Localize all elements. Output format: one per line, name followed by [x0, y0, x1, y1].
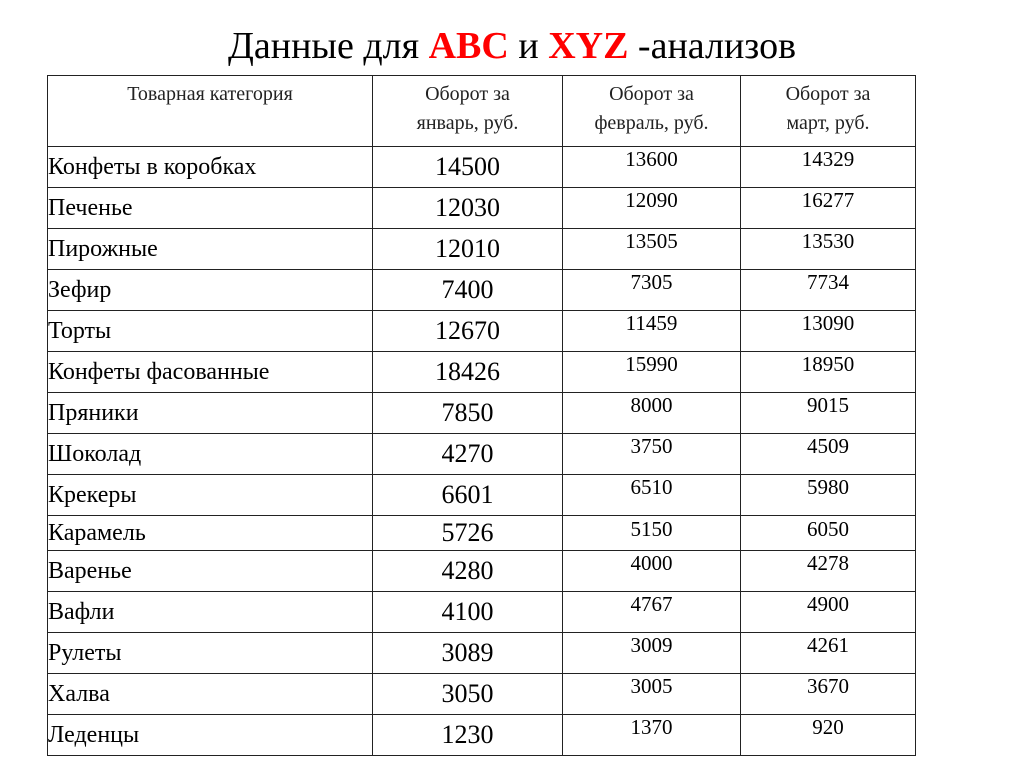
table-row: [48, 147, 916, 188]
header-january-line2: январь, руб.: [416, 112, 519, 134]
title-abc: ABC: [428, 25, 509, 67]
table-row: [48, 393, 916, 434]
table-row: [48, 434, 916, 475]
table-row: [48, 229, 916, 270]
header-january: [373, 76, 563, 147]
table-row: [48, 188, 916, 229]
cell-mar: 4261: [741, 633, 916, 674]
cell-jan: 18426: [373, 352, 563, 393]
cell-category: Леденцы: [48, 715, 373, 756]
table-row: [48, 551, 916, 592]
cell-feb: 15990: [563, 352, 741, 393]
cell-mar: 13090: [741, 311, 916, 352]
cell-category: Пряники: [48, 393, 373, 434]
cell-mar: 7734: [741, 270, 916, 311]
table-header-row: [48, 76, 916, 147]
cell-jan: 12010: [373, 229, 563, 270]
cell-jan: 3050: [373, 674, 563, 715]
cell-jan: 12670: [373, 311, 563, 352]
cell-jan: 4100: [373, 592, 563, 633]
cell-mar: 920: [741, 715, 916, 756]
header-january-line1: Оборот за: [425, 83, 510, 105]
header-march: [741, 76, 916, 147]
cell-category: Крекеры: [48, 475, 373, 516]
title-suffix: -анализов: [628, 25, 797, 67]
cell-jan: 3089: [373, 633, 563, 674]
cell-feb: 3009: [563, 633, 741, 674]
cell-jan: 1230: [373, 715, 563, 756]
cell-mar: 16277: [741, 188, 916, 229]
cell-mar: 18950: [741, 352, 916, 393]
cell-jan: 4270: [373, 434, 563, 475]
cell-feb: 13600: [563, 147, 741, 188]
cell-category: Конфеты фасованные: [48, 352, 373, 393]
cell-category: Зефир: [48, 270, 373, 311]
cell-feb: 13505: [563, 229, 741, 270]
cell-jan: 4280: [373, 551, 563, 592]
title-xyz: XYZ: [548, 25, 629, 67]
header-february: [563, 76, 741, 147]
table-row: [48, 715, 916, 756]
cell-feb: 1370: [563, 715, 741, 756]
sales-table: [47, 75, 916, 756]
cell-mar: 9015: [741, 393, 916, 434]
cell-feb: 7305: [563, 270, 741, 311]
cell-category: Вафли: [48, 592, 373, 633]
cell-jan: 7850: [373, 393, 563, 434]
table-row: [48, 633, 916, 674]
cell-mar: 4509: [741, 434, 916, 475]
cell-jan: 5726: [373, 516, 563, 551]
cell-category: Рулеты: [48, 633, 373, 674]
header-february-line2: февраль, руб.: [594, 112, 709, 134]
cell-jan: 14500: [373, 147, 563, 188]
title-prefix: Данные для: [227, 25, 429, 67]
table-row: [48, 674, 916, 715]
cell-mar: 4900: [741, 592, 916, 633]
header-march-line1: Оборот за: [785, 83, 871, 105]
table-row: [48, 311, 916, 352]
cell-mar: 3670: [741, 674, 916, 715]
cell-feb: 3005: [563, 674, 741, 715]
cell-mar: 5980: [741, 475, 916, 516]
header-february-line1: Оборот за: [609, 83, 694, 105]
header-march-line2: март, руб.: [786, 112, 870, 134]
cell-category: Конфеты в коробках: [48, 147, 373, 188]
cell-category: Шоколад: [48, 434, 373, 475]
header-category-label: Товарная категория: [127, 83, 293, 105]
cell-category: Халва: [48, 674, 373, 715]
table-row: [48, 592, 916, 633]
page-title: [0, 18, 1024, 74]
header-category: [48, 76, 373, 147]
cell-category: Карамель: [48, 516, 373, 551]
cell-feb: 4767: [563, 592, 741, 633]
cell-category: Пирожные: [48, 229, 373, 270]
cell-feb: 11459: [563, 311, 741, 352]
cell-feb: 4000: [563, 551, 741, 592]
cell-feb: 6510: [563, 475, 741, 516]
cell-feb: 3750: [563, 434, 741, 475]
cell-mar: 6050: [741, 516, 916, 551]
table-row: [48, 475, 916, 516]
cell-category: Торты: [48, 311, 373, 352]
title-middle: и: [508, 25, 549, 67]
cell-mar: 13530: [741, 229, 916, 270]
table-row: [48, 516, 916, 551]
cell-mar: 4278: [741, 551, 916, 592]
cell-category: Варенье: [48, 551, 373, 592]
table-body: [48, 147, 916, 756]
cell-jan: 12030: [373, 188, 563, 229]
cell-jan: 7400: [373, 270, 563, 311]
table-row: [48, 352, 916, 393]
cell-category: Печенье: [48, 188, 373, 229]
cell-jan: 6601: [373, 475, 563, 516]
cell-mar: 14329: [741, 147, 916, 188]
cell-feb: 8000: [563, 393, 741, 434]
cell-feb: 5150: [563, 516, 741, 551]
table-row: [48, 270, 916, 311]
cell-feb: 12090: [563, 188, 741, 229]
